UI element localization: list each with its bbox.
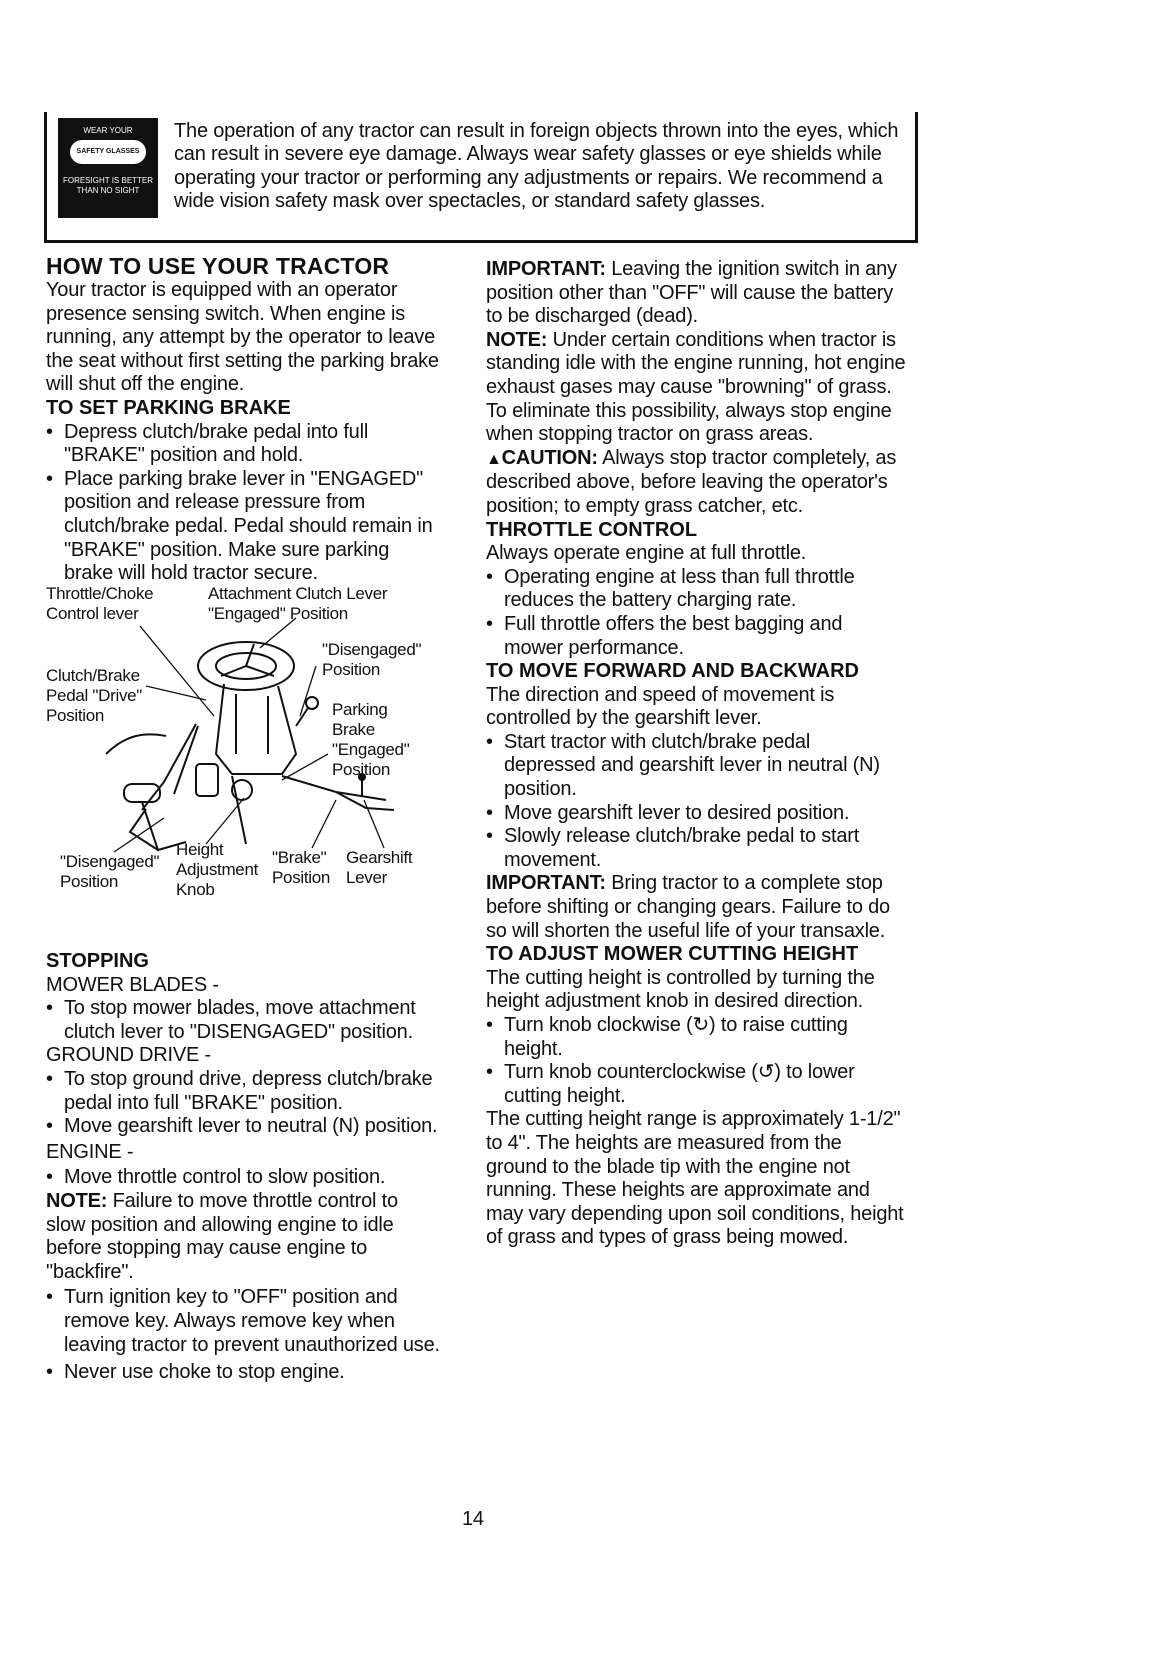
- move-heading: TO MOVE FORWARD AND BACKWARD: [486, 660, 859, 683]
- caution-paragraph: ▲CAUTION: Always stop tractor completely, as described above, before leaving the operator's position; to empty grass catcher, etc.: [486, 446, 897, 517]
- warning-triangle-icon: ▲: [486, 450, 502, 468]
- label-disengaged-top: "Disengaged" Position: [322, 640, 422, 679]
- throttle-heading: THROTTLE CONTROL: [486, 518, 698, 541]
- mower-blades-heading: MOWER BLADES -: [46, 973, 219, 996]
- list-item: • Turn ignition key to "OFF" position and remove key. Always remove key when leaving tractor to prevent unauthorized use.: [46, 1286, 440, 1356]
- label-brake-position: "Brake" Position: [272, 848, 331, 887]
- list-item: • Full throttle offers the best bagging and mower performance.: [486, 612, 843, 659]
- intro-paragraph: Your tractor is equipped with an operator presence sensing switch. When engine is running, any attempt by the operator to leave the seat without first setting the parking brake will shut off the engine.: [46, 279, 439, 396]
- engine-heading: ENGINE -: [46, 1140, 134, 1163]
- list-item: • Never use choke to stop engine.: [46, 1361, 345, 1384]
- important-ignition: IMPORTANT: Leaving the ignition switch in any position other than "OFF" will cause the battery to be discharged (dead).: [486, 258, 897, 328]
- icon-line: WEAR YOUR: [83, 126, 133, 135]
- ground-drive-heading: GROUND DRIVE -: [46, 1044, 211, 1067]
- warning-text: The operation of any tractor can result in foreign objects thrown into the eyes, which can result in severe eye damage. Always wear safety glasses or eye shields while operating your tractor or performing any adjustments or repairs. We recommend a wide vision safety mask over spectacles, or standard safety glasses.: [174, 120, 899, 213]
- right-column: [486, 258, 906, 1250]
- list-item: • Place parking brake lever in "ENGAGED" position and release pressure from clutch/brake pedal. Pedal should remain in "BRAKE" position. Make sure parking brake will hold tractor secure.: [46, 467, 433, 585]
- eye-shield-icon: SAFETY GLASSES: [70, 140, 146, 164]
- label-parking-brake: Parking Brake "Engaged" Position: [332, 700, 410, 779]
- list-item: • Turn knob clockwise (↻) to raise cutting height.: [486, 1014, 848, 1060]
- list-item: • Slowly release clutch/brake pedal to start movement.: [486, 825, 860, 871]
- left-column: [46, 254, 442, 586]
- safety-glasses-icon: [58, 118, 158, 218]
- move-intro: The direction and speed of movement is controlled by the gearshift lever.: [486, 683, 835, 730]
- note-label: NOTE:: [46, 1189, 108, 1212]
- list-item: • Start tractor with clutch/brake pedal depressed and gearshift lever in neutral (N) position.: [486, 730, 880, 801]
- page-number: 14: [462, 1508, 484, 1530]
- label-height-adjustment: Height Adjustment Knob: [176, 840, 259, 899]
- icon-line: THAN NO SIGHT: [76, 186, 140, 195]
- stopping-section: [46, 950, 442, 1385]
- tractor-controls-figure: [46, 584, 446, 904]
- list-item: • Depress clutch/brake pedal into full "BRAKE" position and hold.: [46, 420, 369, 467]
- list-item: • Operating engine at less than full throttle reduces the battery charging rate.: [486, 565, 855, 612]
- parking-brake-heading: TO SET PARKING BRAKE: [46, 396, 291, 419]
- list-item: • Move gearshift lever to desired position.: [486, 801, 850, 824]
- cutting-height-heading: TO ADJUST MOWER CUTTING HEIGHT: [486, 943, 859, 966]
- section-title: HOW TO USE YOUR TRACTOR: [46, 253, 390, 279]
- label-gearshift: Gearshift Lever: [346, 848, 413, 887]
- label-throttle-choke: Throttle/Choke Control lever: [46, 584, 154, 623]
- list-item: • Turn knob counterclockwise (↺) to lower cutting height.: [486, 1061, 855, 1107]
- important-transaxle: IMPORTANT: Bring tractor to a complete stop before shifting or changing gears. Failure to do so will shorten the useful life of your transaxle.: [486, 872, 890, 942]
- cutting-height-outro: The cutting height range is approximately 1-1/2" to 4". The heights are measured from the ground to the blade tip with the engine not running. These heights are approximate and may vary depending upon soil conditions, height of grass and types of grass being mowed.: [486, 1108, 904, 1249]
- icon-line: FORESIGHT IS BETTER: [62, 176, 154, 185]
- list-item: • Move gearshift lever to neutral (N) position.: [46, 1115, 438, 1138]
- list-item: • Move throttle control to slow position.: [46, 1166, 386, 1189]
- label-disengaged-bottom: "Disengaged" Position: [60, 852, 160, 891]
- list-item: • To stop ground drive, depress clutch/brake pedal into full "BRAKE" position.: [46, 1067, 433, 1114]
- label-clutch-brake: Clutch/Brake Pedal "Drive" Position: [46, 666, 143, 725]
- stopping-heading: STOPPING: [46, 950, 149, 972]
- cutting-height-intro: The cutting height is controlled by turning the height adjustment knob in desired direction.: [486, 966, 875, 1013]
- label-attachment-clutch: Attachment Clutch Lever "Engaged" Position: [208, 584, 388, 623]
- engine-note: [46, 1190, 442, 1284]
- list-item: • To stop mower blades, move attachment clutch lever to "DISENGAGED" position.: [46, 997, 416, 1043]
- throttle-intro: Always operate engine at full throttle.: [486, 542, 807, 565]
- note-text: Failure to move throttle control to slow position and allowing engine to idle before stopping may cause engine to "backfire".: [46, 1189, 398, 1283]
- note-browning: NOTE: Under certain conditions when tractor is standing idle with the engine running, hot engine exhaust gases may cause "browning" of grass. To eliminate this possibility, always stop engine when stopping tractor on grass areas.: [486, 328, 906, 446]
